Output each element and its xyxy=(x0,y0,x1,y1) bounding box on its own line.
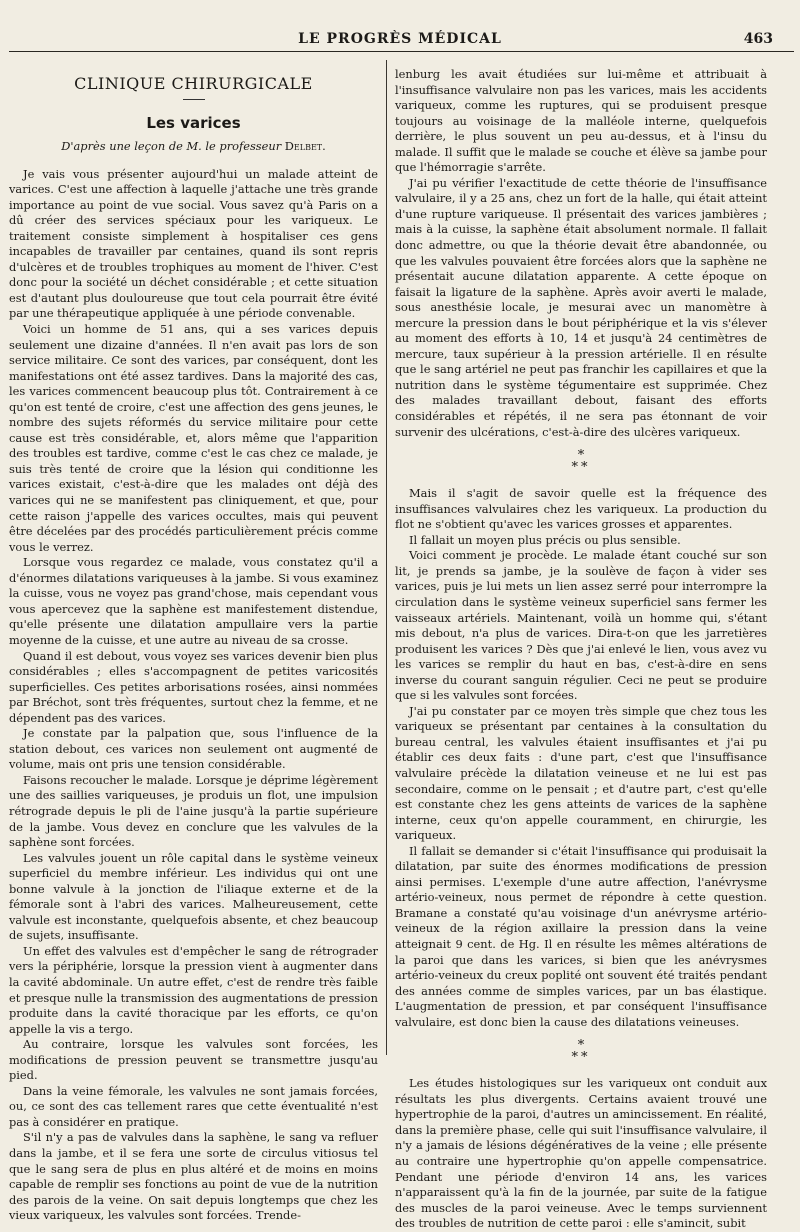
paragraph: Je constate par la palpation que, sous l'influence de la station debout, ces varices non seulement ont augmenté de volume, mais ont pris une tension considérable. xyxy=(9,726,378,772)
paragraph: S'il n'y a pas de valvules dans la saphène, le sang va refluer dans la jambe, et il se fera une sorte de circulus vitiosus tel que le sang sera de plus en plus altéré et de moins en moins capable de remplir ses fonctions au point de vue de la nutrition des parois de la veine. On sait depuis longtemps que chez les vieux variqueux, les valvules sont forcées. Trende- xyxy=(9,1130,378,1223)
paragraph: lenburg les avait étudiées sur lui-même et attribuait à l'insuffisance valvulaire non pas les varices, mais les accidents variqueux, comme les ruptures, qui se produisent presque toujours au voisinage de la malléole interne, quelquefois derrière, le plus souvent un peu au-dessus, et à l'insu du malade. Il suffit que le malade se couche et élève sa jambe pour que l'hémorragie s'arrête. xyxy=(395,67,767,175)
page-number: 463 xyxy=(743,31,773,47)
paragraph: Un effet des valvules est d'empêcher le sang de rétrograder vers la périphérie, lorsque la pression vient à augmenter dans la cavité abdominale. Un autre effet, c'est de rendre très faible et presque nulle la transmission des augmentations de pression produite dans la cavité thoracique par les efforts, ce qu'on appelle la vis a tergo. xyxy=(9,943,378,1036)
left-body xyxy=(9,167,378,1224)
title-rule xyxy=(183,99,205,100)
page-header xyxy=(0,0,800,46)
section-ornament-1: * ** xyxy=(571,448,591,476)
column-divider xyxy=(386,60,387,1055)
paragraph: Je vais vous présenter aujourd'hui un malade atteint de varices. C'est une affection à laquelle j'attache une très grande importance au point de vue social. Vous savez qu'à Paris on a dû créer des services spéciaux pour les variqueux. Le traitement consiste simplement à hospitaliser ces gens incapables de travailler par centaines, quand ils sont repris d'ulcères et de troubles trophiques au moment de l'hiver. C'est donc pour la société un déchet considérable ; et cette situation est d'autant plus douloureuse que tout cela pourrait être évité par une thérapeutique appliquée à une période convenable. xyxy=(9,166,378,321)
byline xyxy=(9,139,378,155)
section-ornament-2: * ** xyxy=(571,1038,591,1066)
left-column xyxy=(9,64,378,1224)
article-title: Les varices xyxy=(146,114,241,132)
paragraph: Quand il est debout, vous voyez ses varices devenir bien plus considérables ; elles s'accompagnent de petites varicosités superficielles. Ces petites arborisations rosées, ainsi nommées par Bréchot, sont très fréquentes, surtout chez la femme, et ne dépendent pas des varices. xyxy=(9,648,378,725)
paragraph: Dans la veine fémorale, les valvules ne sont jamais forcées, ou, ce sont des cas tellement rares que cette éventualité n'est pas à considérer en pratique. xyxy=(9,1083,378,1129)
running-title: LE PROGRÈS MÉDICAL xyxy=(298,31,502,47)
paragraph: J'ai pu vérifier l'exactitude de cette théorie de l'insuffisance valvulaire, il y a 25 ans, chez un fort de la halle, qui était atteint d'une rupture variqueuse. Il présentait des varices jambières ; mais à la cuisse, la saphène était absolument normale. Il fallait donc admettre, ou que la théorie devait être abandonnée, ou que les valvules pouvaient être forcées alors que la saphène ne présentait aucune dilatation apparente. A cette époque on faisait la ligature de la saphène. Après avoir averti le malade, sous anesthésie locale, je mesurai avec un manomètre à mercure la pression dans le bout périphérique et la vis s'élever au moment des efforts à 10, 14 et jusqu'à 24 centimètres de mercure, taux supérieur à la pression artérielle. Il en résulte que le sang artériel ne peut pas franchir les capillaires et que la nutrition dans le système tégumentaire est supprimée. Chez des malades travaillant debout, faisant des efforts considérables et répétés, il ne sera pas étonnant de voir survenir des ulcérations, c'est-à-dire des ulcères variqueux. xyxy=(395,175,767,439)
right-body-part-1 xyxy=(395,67,767,440)
paragraph: Mais il s'agit de savoir quelle est la fréquence des insuffisances valvulaires chez les variqueux. La production du flot ne s'obtient qu'avec les varices grosses et apparentes. xyxy=(395,486,767,532)
byline-prefix: D'après une leçon de M. le professeur xyxy=(61,139,282,153)
paragraph: Au contraire, lorsque les valvules sont forcées, les modifications de pression peuvent se transmettre jusqu'au pied. xyxy=(9,1037,378,1083)
header-rule xyxy=(9,51,794,52)
paragraph: Les valvules jouent un rôle capital dans le système veineux superficiel du membre inférieur. Les individus qui ont une bonne valvule à la jonction de l'iliaque externe et de la fémorale sont à l'abri des varices. Malheureusement, cette valvule est inconstante, quelquefois absente, et chez beaucoup de sujets, insuffisante. xyxy=(9,850,378,943)
paragraph: Faisons recoucher le malade. Lorsque je déprime légèrement une des saillies variqueuses, je produis un flot, une impulsion rétrograde depuis le pli de l'aine jusqu'à la partie supérieure de la jambe. Vous devez en conclure que les valvules de la saphène sont forcées. xyxy=(9,772,378,850)
paragraph: Voici comment je procède. Le malade étant couché sur son lit, je prends sa jambe, je la soulève de façon à vider ses varices, puis je lui mets un lien assez serré pour interrompre la circulation dans le système veineux superficiel sans fermer les vaisseaux artériels. Maintenant, voilà un homme qui, s'étant mis debout, n'a plus de varices. Dira-t-on que les jarretières produisent les varices ? Dès que j'ai enlevé le lien, vous avez vu les varices se remplir du haut en bas, c'est-à-dire en sens inverse du courant sanguin régulier. Ceci ne peut se produire que si les valvules sont forcées. xyxy=(395,548,767,703)
section-title: CLINIQUE CHIRURGICALE xyxy=(74,74,313,93)
paragraph: Il fallait se demander si c'était l'insuffisance qui produisait la dilatation, par suite des énormes modifications de pression ainsi permises. L'exemple d'une autre affection, l'anévrysme artério-veineux, nous permet de répondre à cette question. Bramane a constaté qu'au voisinage d'un anévrysme artério-veineux de la région axillaire la pression dans la veine atteignait 9 cent. de Hg. Il en résulte les mêmes altérations de la paroi que dans les varices, si bien que les anévrysmes artério-veineux du creux poplité ont souvent été traités pendant des années comme de simples varices, par un bas élastique. L'augmentation de pression, et par conséquent l'insuffisance valvulaire, est donc bien la cause des dilatations veineuses. xyxy=(395,843,767,1029)
paragraph: Les études histologiques sur les variqueux ont conduit aux résultats les plus divergents. Certains avaient trouvé une hypertrophie de la paroi, d'autres un amincissement. En réalité, dans la première phase, celle qui suit l'insuffisance valvulaire, il n'y a jamais de lésions dégénératives de la veine ; elle présente au contraire une hypertrophie qu'on appelle compensatrice. Pendant une période d'environ 14 ans, les varices n'apparaissent qu'à la fin de la journée, par suite de la fatigue des muscles de la paroi veineuse. Avec le temps surviennent des troubles de nutrition de cette paroi : elle s'amincit, subit xyxy=(395,1076,767,1231)
right-column xyxy=(395,67,767,1232)
byline-author: Delbet. xyxy=(284,139,326,153)
paragraph: Lorsque vous regardez ce malade, vous constatez qu'il a d'énormes dilatations variqueuses à la jambe. Si vous examinez la cuisse, vous ne voyez pas grand'chose, mais cependant vous vous apercevez que la saphène est manifestement distendue, qu'elle présente une dilatation ampullaire vers la partie moyenne de la cuisse, et une autre au niveau de sa crosse. xyxy=(9,555,378,647)
right-body-part-2 xyxy=(395,486,767,1030)
right-body-part-3 xyxy=(395,1076,767,1231)
paragraph: Voici un homme de 51 ans, qui a ses varices depuis seulement une dizaine d'années. Il n'en avait pas lors de son service militaire. Ce sont des varices, par conséquent, dont les manifestations ont été assez tardives. Dans la majorité des cas, les varices commencent beaucoup plus tôt. Contrairement à ce qu'on est tenté de croire, c'est une affection des gens jeunes, le nombre des sujets réformés du service militaire pour cette cause est très considérable, et, alors même que l'apparition des troubles est tardive, comme c'est le cas chez ce malade, je suis très tenté de croire que la lésion qui conditionne les varices existait, c'est-à-dire que les malades ont déjà des varices qui ne se manifestent pas cliniquement, et que, pour cette raison j'appelle des varices occultes, mais qui peuvent être décelées par des procédés particulièrement précis comme vous le verrez. xyxy=(9,322,378,554)
paragraph: Il fallait un moyen plus précis ou plus sensible. xyxy=(409,532,681,547)
paragraph: J'ai pu constater par ce moyen très simple que chez tous les variqueux se présentant par centaines à la consultation du bureau central, les valvules étaient insuffisantes et j'ai pu établir ces deux faits : d'une part, c'est que l'insuffisance valvulaire précède la dilatation veineuse et ne lui est pas secondaire, comme on le pensait ; et d'autre part, c'est qu'elle est constante chez les gens atteints de varices de la saphène interne, ceux qu'on appelle couramment, en chirurgie, les variqueux. xyxy=(395,703,767,843)
